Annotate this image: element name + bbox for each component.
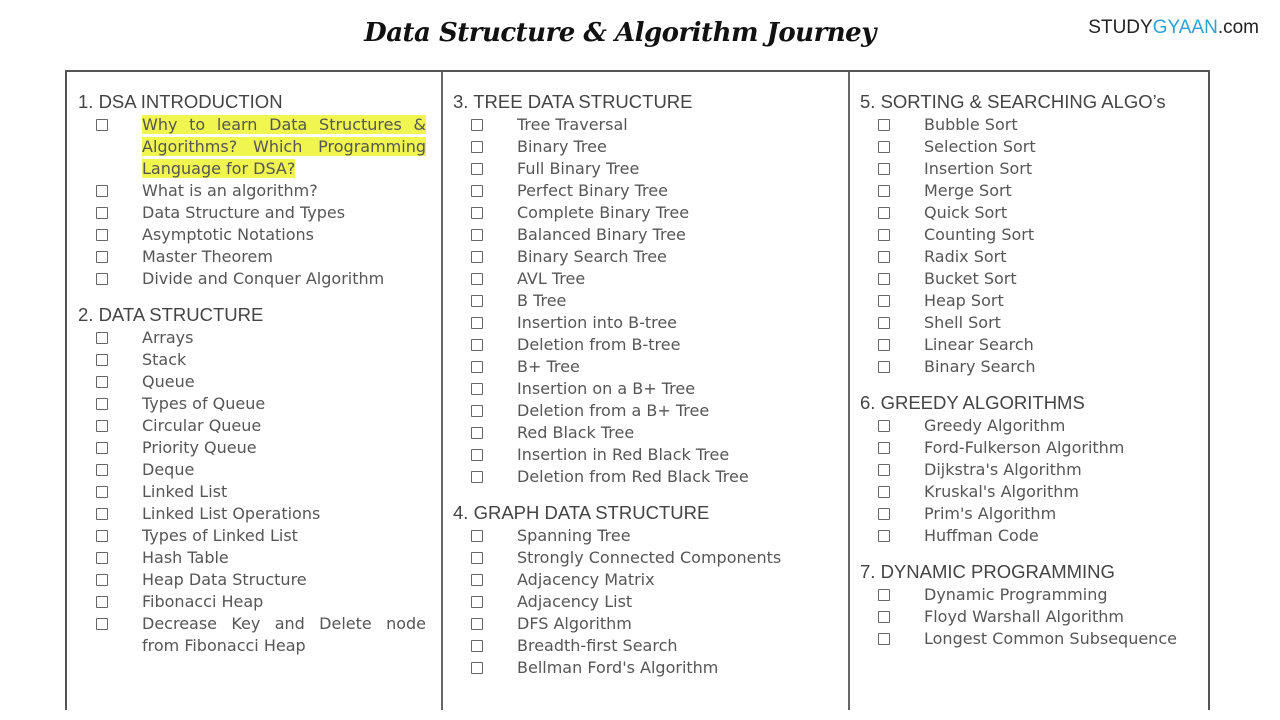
checkbox-icon[interactable] (878, 361, 890, 373)
checkbox-icon[interactable] (96, 398, 108, 410)
checkbox-icon[interactable] (96, 332, 108, 344)
checklist-item (878, 415, 1260, 437)
checkbox-icon[interactable] (471, 229, 483, 241)
checklist-item (878, 180, 1260, 202)
checkbox-icon[interactable] (878, 185, 890, 197)
section-dsa-introduction (78, 90, 426, 290)
column-divider-2 (848, 72, 850, 710)
checkbox-icon[interactable] (471, 618, 483, 630)
checklist-item (878, 136, 1260, 158)
checklist-item-label: Merge Sort (924, 181, 1012, 200)
checklist-item (96, 547, 426, 569)
checklist-item-label: Queue (142, 372, 195, 391)
checkbox-icon[interactable] (471, 163, 483, 175)
checklist-item-label: AVL Tree (517, 269, 586, 288)
checklist-item (878, 202, 1260, 224)
checklist-item-label: Strongly Connected Components (517, 548, 782, 567)
checklist-item-label: Divide and Conquer Algorithm (142, 269, 385, 288)
section-title: 2. DATA STRUCTURE (78, 304, 264, 325)
checklist-item-label: Insertion Sort (924, 159, 1033, 178)
column-2 (453, 90, 833, 692)
checklist-item (96, 503, 426, 525)
checklist-item-label: Fibonacci Heap (142, 592, 264, 611)
checkbox-icon[interactable] (471, 552, 483, 564)
checklist-item-label: Binary Search Tree (517, 247, 667, 266)
checklist-item (878, 334, 1260, 356)
checklist-item (471, 224, 833, 246)
checklist-item (471, 312, 833, 334)
brand-prefix: STUDY (1088, 17, 1153, 38)
checklist-item (96, 569, 426, 591)
checkbox-icon[interactable] (878, 611, 890, 623)
checklist-item (96, 224, 426, 246)
checklist-item (878, 437, 1260, 459)
checkbox-icon[interactable] (96, 354, 108, 366)
brand-accent: GYAAN (1152, 17, 1218, 38)
checklist-item-label: Greedy Algorithm (924, 416, 1066, 435)
checklist-item (878, 356, 1260, 378)
section-title: 5. SORTING & SEARCHING ALGO’s (860, 91, 1166, 112)
checkbox-icon[interactable] (96, 119, 108, 131)
checkbox-icon[interactable] (96, 574, 108, 586)
section-greedy-algorithms (860, 391, 1260, 547)
checklist-item-label: Full Binary Tree (517, 159, 640, 178)
checklist-item-label: Dijkstra's Algorithm (924, 460, 1082, 479)
checklist-item (471, 290, 833, 312)
brand-logo (1088, 17, 1259, 39)
checklist-item (96, 371, 426, 393)
checklist-item (471, 246, 833, 268)
checklist-item (878, 114, 1260, 136)
checklist-item (878, 584, 1260, 606)
checklist-item (878, 481, 1260, 503)
section-graph-data-structure (453, 501, 833, 679)
checklist-item-label: Quick Sort (924, 203, 1008, 222)
checklist-item-label: Linked List (142, 482, 228, 501)
checkbox-icon[interactable] (471, 427, 483, 439)
checklist-item (96, 393, 426, 415)
checkbox-icon[interactable] (96, 420, 108, 432)
checklist-item (471, 547, 833, 569)
checkbox-icon[interactable] (471, 471, 483, 483)
checklist-item (96, 349, 426, 371)
checklist-item (96, 481, 426, 503)
checkbox-icon[interactable] (471, 185, 483, 197)
checkbox-icon[interactable] (878, 119, 890, 131)
checkbox-icon[interactable] (471, 361, 483, 373)
checklist-item-label: Huffman Code (924, 526, 1039, 545)
checklist-item-label: Perfect Binary Tree (517, 181, 668, 200)
checklist-item (96, 459, 426, 481)
checklist-item (471, 180, 833, 202)
checkbox-icon[interactable] (471, 141, 483, 153)
checklist-item-label: Kruskal's Algorithm (924, 482, 1079, 501)
checklist-item-label: Why to learn Data Structures & Algorithms? Which Programming Language for DSA? (142, 115, 426, 178)
checkbox-icon[interactable] (878, 339, 890, 351)
checklist-item-label: Heap Data Structure (142, 570, 307, 589)
checklist-item-label: Breadth-first Search (517, 636, 678, 655)
checklist-item (878, 224, 1260, 246)
checkbox-icon[interactable] (878, 229, 890, 241)
checklist-item (878, 459, 1260, 481)
checkbox-icon[interactable] (96, 273, 108, 285)
checklist-item (471, 657, 833, 679)
section-data-structure (78, 303, 426, 657)
checkbox-icon[interactable] (471, 662, 483, 674)
checkbox-icon[interactable] (96, 207, 108, 219)
checklist-item (471, 114, 833, 136)
checklist-item (96, 114, 426, 180)
checklist-item-label: Circular Queue (142, 416, 262, 435)
checkbox-icon[interactable] (471, 339, 483, 351)
checklist-item-label: Insertion into B-tree (517, 313, 678, 332)
checklist-item (96, 327, 426, 349)
checkbox-icon[interactable] (471, 574, 483, 586)
checklist-item-label: Deque (142, 460, 195, 479)
checkbox-icon[interactable] (471, 640, 483, 652)
checklist-item-label: Dynamic Programming (924, 585, 1108, 604)
checklist-item-label: Master Theorem (142, 247, 273, 266)
checklist-item (878, 290, 1260, 312)
checklist-item (471, 158, 833, 180)
checkbox-icon[interactable] (878, 273, 890, 285)
checklist-item (471, 400, 833, 422)
checklist-item (878, 312, 1260, 334)
checklist-item-label: Shell Sort (924, 313, 1001, 332)
checklist-item-label: Arrays (142, 328, 194, 347)
checklist-item-label: Prim's Algorithm (924, 504, 1057, 523)
section-title: 6. GREEDY ALGORITHMS (860, 392, 1085, 413)
checkbox-icon[interactable] (878, 530, 890, 542)
checklist-item-label: Decrease Key and Delete node from Fibonacci Heap (142, 614, 426, 655)
checklist-item-label: DFS Algorithm (517, 614, 632, 633)
checklist-item-label: Deletion from B-tree (517, 335, 681, 354)
checklist-item-label: What is an algorithm? (142, 181, 318, 200)
checkbox-icon[interactable] (96, 486, 108, 498)
checklist-item (96, 415, 426, 437)
checkbox-icon[interactable] (878, 464, 890, 476)
checklist-item (878, 628, 1260, 650)
section-title: 1. DSA INTRODUCTION (78, 91, 283, 112)
checklist-item-label: Types of Linked List (142, 526, 298, 545)
checkbox-icon[interactable] (96, 596, 108, 608)
checklist-item-label: Data Structure and Types (142, 203, 346, 222)
checkbox-icon[interactable] (878, 633, 890, 645)
checklist-item-label: Linear Search (924, 335, 1034, 354)
checkbox-icon[interactable] (471, 273, 483, 285)
checkbox-icon[interactable] (96, 530, 108, 542)
checklist-item-label: Balanced Binary Tree (517, 225, 686, 244)
checklist-item (878, 246, 1260, 268)
checklist-item (878, 606, 1260, 628)
checkbox-icon[interactable] (878, 486, 890, 498)
checklist-item-label: Insertion on a B+ Tree (517, 379, 696, 398)
checklist-item-label: Bucket Sort (924, 269, 1017, 288)
checkbox-icon[interactable] (878, 207, 890, 219)
checklist-item-label: Stack (142, 350, 187, 369)
checklist-item (471, 202, 833, 224)
checkbox-icon[interactable] (96, 464, 108, 476)
checkbox-icon[interactable] (878, 589, 890, 601)
checklist-item (96, 246, 426, 268)
checkbox-icon[interactable] (878, 317, 890, 329)
checklist-item (471, 569, 833, 591)
checkbox-icon[interactable] (471, 317, 483, 329)
checklist-item (471, 591, 833, 613)
checklist-item-label: Priority Queue (142, 438, 257, 457)
checklist-item (878, 525, 1260, 547)
checklist-item (471, 613, 833, 635)
section-title: 4. GRAPH DATA STRUCTURE (453, 502, 710, 523)
checklist-item (96, 180, 426, 202)
checkbox-icon[interactable] (471, 207, 483, 219)
checklist-item (471, 525, 833, 547)
checkbox-icon[interactable] (878, 420, 890, 432)
checkbox-icon[interactable] (471, 383, 483, 395)
checklist-item (878, 503, 1260, 525)
checklist-item (471, 136, 833, 158)
checklist-item-label: Radix Sort (924, 247, 1007, 266)
checkbox-icon[interactable] (878, 442, 890, 454)
checklist-item-label: Binary Search (924, 357, 1036, 376)
checklist-item (878, 268, 1260, 290)
checklist-item-label: Insertion in Red Black Tree (517, 445, 730, 464)
checkbox-icon[interactable] (96, 229, 108, 241)
checkbox-icon[interactable] (878, 295, 890, 307)
checkbox-icon[interactable] (96, 442, 108, 454)
column-3 (860, 90, 1260, 663)
checkbox-icon[interactable] (471, 251, 483, 263)
checkbox-icon[interactable] (471, 405, 483, 417)
checklist-item-label: Spanning Tree (517, 526, 631, 545)
checklist-item-label: Deletion from Red Black Tree (517, 467, 749, 486)
checklist-item-label: Floyd Warshall Algorithm (924, 607, 1124, 626)
checklist-item (471, 444, 833, 466)
checklist-item (471, 378, 833, 400)
column-divider-1 (441, 72, 443, 710)
checklist-item-label: B+ Tree (517, 357, 580, 376)
checklist-item (471, 268, 833, 290)
checkbox-icon[interactable] (471, 295, 483, 307)
checklist-item-label: Heap Sort (924, 291, 1004, 310)
checklist-item-label: B Tree (517, 291, 567, 310)
checklist-item (471, 356, 833, 378)
checklist-item-label: Types of Queue (142, 394, 266, 413)
section-title: 7. DYNAMIC PROGRAMMING (860, 561, 1115, 582)
checklist-item-label: Bubble Sort (924, 115, 1018, 134)
checkbox-icon[interactable] (471, 449, 483, 461)
brand-suffix: .com (1217, 17, 1259, 38)
checkbox-icon[interactable] (96, 251, 108, 263)
checkbox-icon[interactable] (878, 251, 890, 263)
checkbox-icon[interactable] (471, 119, 483, 131)
checklist-item (471, 635, 833, 657)
checklist-item (96, 591, 426, 613)
checklist-item (96, 613, 426, 657)
checklist-item-label: Hash Table (142, 548, 229, 567)
checkbox-icon[interactable] (96, 618, 108, 630)
checklist-item (96, 268, 426, 290)
checkbox-icon[interactable] (878, 508, 890, 520)
section-sorting-searching (860, 90, 1260, 378)
checkbox-icon[interactable] (96, 185, 108, 197)
checklist-item (96, 525, 426, 547)
section-tree-data-structure (453, 90, 833, 488)
checklist-item (878, 158, 1260, 180)
checklist-item-label: Binary Tree (517, 137, 607, 156)
checklist-item-label: Longest Common Subsequence (924, 629, 1177, 648)
checklist-item-label: Deletion from a B+ Tree (517, 401, 710, 420)
checkbox-icon[interactable] (878, 141, 890, 153)
checkbox-icon[interactable] (878, 163, 890, 175)
checklist-item-label: Adjacency List (517, 592, 633, 611)
checkbox-icon[interactable] (96, 552, 108, 564)
checklist-item (471, 334, 833, 356)
checklist-item (471, 422, 833, 444)
page-title: Data Structure & Algorithm Journey (364, 18, 876, 48)
checklist-item-label: Ford-Fulkerson Algorithm (924, 438, 1125, 457)
checklist-item-label: Tree Traversal (517, 115, 628, 134)
checkbox-icon[interactable] (96, 508, 108, 520)
checklist-item (471, 466, 833, 488)
column-1 (78, 90, 426, 670)
checklist-item-label: Asymptotic Notations (142, 225, 314, 244)
checklist-item-label: Counting Sort (924, 225, 1035, 244)
checklist-item (96, 202, 426, 224)
checklist-item-label: Linked List Operations (142, 504, 321, 523)
section-title: 3. TREE DATA STRUCTURE (453, 91, 693, 112)
checkbox-icon[interactable] (96, 376, 108, 388)
checklist-item-label: Complete Binary Tree (517, 203, 690, 222)
checklist-item-label: Adjacency Matrix (517, 570, 655, 589)
checklist-item-label: Bellman Ford's Algorithm (517, 658, 719, 677)
section-dynamic-programming (860, 560, 1260, 650)
checkbox-icon[interactable] (471, 530, 483, 542)
checklist-item-label: Selection Sort (924, 137, 1036, 156)
checklist-item (96, 437, 426, 459)
checkbox-icon[interactable] (471, 596, 483, 608)
checklist-item-label: Red Black Tree (517, 423, 635, 442)
